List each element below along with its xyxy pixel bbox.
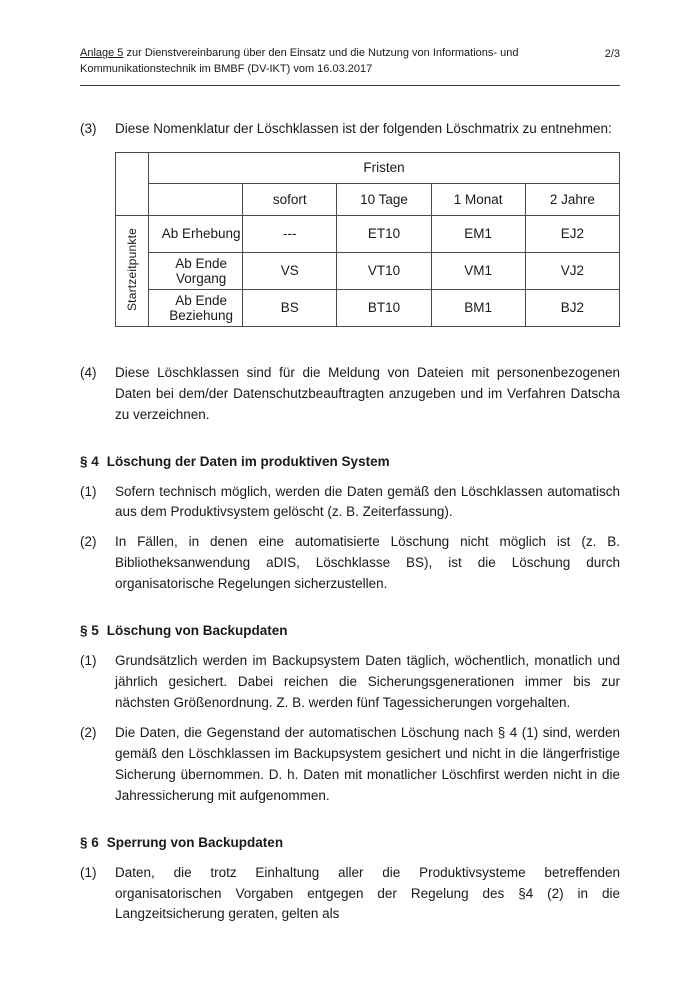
column-header-sofort: sofort [243, 183, 337, 215]
section5-item-2 [80, 723, 620, 807]
paragraph-number: (4) [80, 364, 97, 380]
paragraph-text: Diese Nomenklatur der Löschklassen ist der folgenden Löschmatrix zu entnehmen: [115, 120, 612, 136]
paragraph-number: (2) [80, 724, 97, 740]
header-line1-rest: zur Dienstvereinbarung über den Einsatz und die Nutzung von Informations- und [123, 47, 519, 59]
section-title: Sperrung von Backupdaten [106, 834, 284, 850]
startzeitpunkte-label: Startzeitpunkte [125, 227, 139, 311]
section4-item-1 [80, 482, 620, 524]
header-title [80, 46, 518, 78]
section4-item-2 [80, 532, 620, 595]
paragraph-text: Daten, die trotz Einhaltung aller die Produktivsysteme betreffenden organisatorischen Vorgaben entgegen der Regelung des §4 (2) in die Langzeitsicherung geraten, gelten als [115, 864, 620, 922]
section-number: § 5 [80, 623, 99, 639]
section-title: Löschung der Daten im produktiven System [106, 453, 390, 469]
paragraph-number: (1) [80, 653, 97, 669]
paragraph-number: (2) [80, 534, 97, 550]
paragraph-text: Diese Löschklassen sind für die Meldung von Dateien mit personenbezogenen Daten bei dem/der Datenschutzbeauftragten anzugeben und im Verfahren Datscha zu verzeichnen. [115, 364, 620, 422]
paragraph-number: (1) [80, 864, 97, 880]
paragraph-text: Sofern technisch möglich, werden die Daten gemäß den Löschklassen automatisch aus dem Produktivsystem gelöscht (z. B. Zeiterfassung). [115, 483, 620, 520]
page-number: 2/3 [604, 48, 620, 60]
loeschmatrix-table [115, 152, 620, 327]
table-cell: BT10 [337, 289, 431, 326]
table-cell: EJ2 [525, 215, 619, 252]
section-number: § 6 [80, 834, 99, 850]
column-header-10tage: 10 Tage [337, 183, 431, 215]
table-row-column-headers [116, 183, 620, 215]
table-cell: EM1 [431, 215, 525, 252]
paragraph-text: Grundsätzlich werden im Backupsystem Daten täglich, wöchentlich, monatlich und jährlich gesichert. Dabei reichen die Sicherungsgenerationen immer bis zur nächsten Größenordnung. Z. B. werden fünf Tagessicherungen vorgehalten. [115, 653, 620, 711]
table-cell: --- [243, 215, 337, 252]
section-heading-5 [80, 623, 620, 638]
header-line2: Kommunikationstechnik im BMBF (DV-IKT) vom 16.03.2017 [80, 62, 373, 75]
table-row [116, 215, 620, 252]
section-heading-6 [80, 835, 620, 850]
row-label-ab-ende-vorgang: Ab Ende Vorgang [149, 252, 243, 289]
section-heading-4 [80, 454, 620, 469]
paragraph-3 [80, 119, 620, 140]
table-row [116, 289, 620, 326]
row-label-ab-ende-beziehung: Ab Ende Beziehung [149, 289, 243, 326]
table-row [116, 252, 620, 289]
header-anlage-reference: Anlage 5 [80, 47, 124, 59]
table-cell: BS [243, 289, 337, 326]
empty-header-cell [149, 183, 243, 215]
page-header [80, 46, 620, 78]
column-header-1monat: 1 Monat [431, 183, 525, 215]
table-row-fristen [116, 152, 620, 183]
table-cell: BM1 [431, 289, 525, 326]
table-cell: VJ2 [525, 252, 619, 289]
fristen-header-cell: Fristen [149, 152, 620, 183]
row-label-ab-erhebung: Ab Erhebung [149, 215, 243, 252]
table-corner-cell [116, 152, 149, 215]
paragraph-text: In Fällen, in denen eine automatisierte Löschung nicht möglich ist (z. B. Bibliotheksanwendung aDIS, Löschklasse BS), ist die Löschung durch organisatorische Regelungen sicherzustellen. [115, 534, 620, 592]
section-number: § 4 [80, 453, 99, 469]
table-cell: VT10 [337, 252, 431, 289]
column-header-2jahre: 2 Jahre [525, 183, 619, 215]
paragraph-number: (1) [80, 483, 97, 499]
table-cell: ET10 [337, 215, 431, 252]
section-title: Löschung von Backupdaten [106, 623, 288, 639]
startzeitpunkte-side-cell [116, 215, 149, 326]
paragraph-number: (3) [80, 120, 97, 136]
table-cell: VS [243, 252, 337, 289]
section5-item-1 [80, 651, 620, 714]
paragraph-text: Die Daten, die Gegenstand der automatischen Löschung nach § 4 (1) sind, werden gemäß den Löschklassen im Backupsystem gesichert und nicht in die längerfristige Sicherung übernommen. D. h. Daten mit monatlicher Löschfirst werden nicht in die Jahressicherung mit aufgenommen. [115, 724, 620, 803]
section6-item-1 [80, 863, 620, 926]
table-cell: BJ2 [525, 289, 619, 326]
header-divider [80, 85, 620, 86]
paragraph-4 [80, 363, 620, 426]
table-cell: VM1 [431, 252, 525, 289]
